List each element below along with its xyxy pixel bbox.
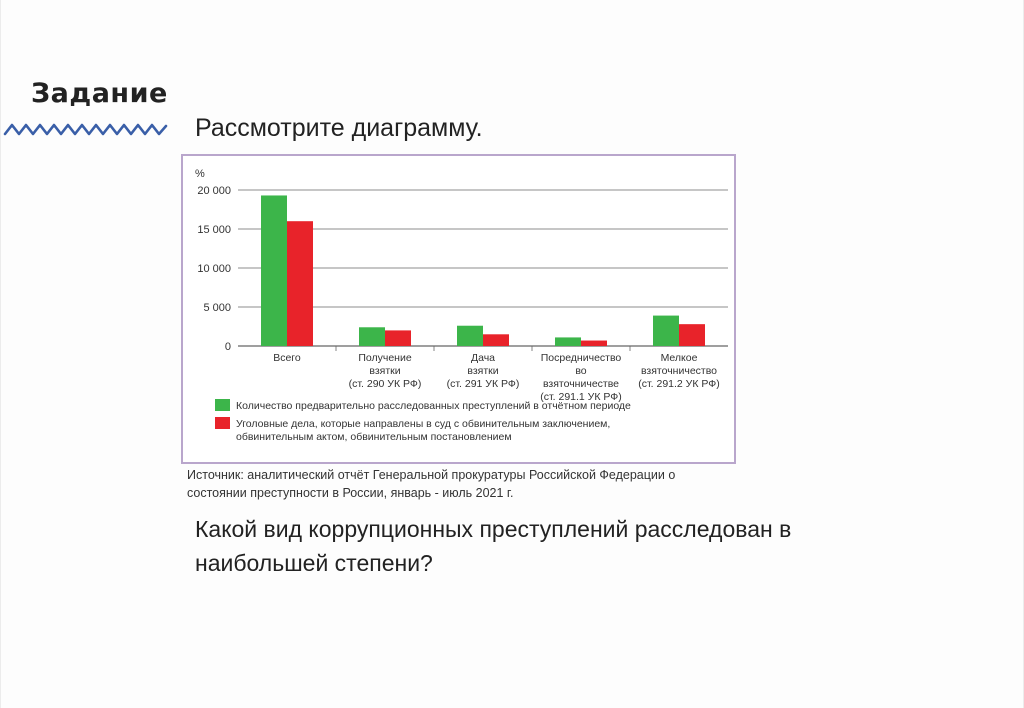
bar-1	[555, 337, 581, 346]
question-line-1: Какой вид коррупционных преступлений расследован в	[195, 516, 792, 542]
legend-label-1: Количество предварительно расследованных преступлений в отчётном периоде	[236, 400, 631, 412]
bar-2	[385, 330, 411, 346]
y-tick-label: 10 000	[197, 263, 231, 275]
y-tick-label: 5 000	[203, 302, 231, 314]
bar-2	[581, 341, 607, 346]
bar-1	[359, 327, 385, 346]
x-tick-label: Всего	[273, 352, 301, 364]
legend-swatch-2	[215, 417, 230, 429]
task-title: Задание	[31, 78, 168, 109]
prompt-text: Рассмотрите диаграмму.	[195, 114, 483, 142]
bar-2	[483, 334, 509, 346]
question-line-2: наибольшей степени?	[195, 550, 433, 576]
x-tick-label: Получение взятки (ст. 290 УК РФ)	[348, 352, 422, 390]
bar-1	[653, 316, 679, 346]
y-tick-label: 0	[224, 341, 231, 353]
bar-2	[287, 221, 313, 346]
wave-decoration	[1, 120, 176, 140]
chart-frame	[181, 154, 736, 464]
x-tick-label: Мелкое взяточничество (ст. 291.2 УК РФ)	[638, 352, 720, 390]
source-line-2: состоянии преступности в России, январь - июль 2021 г.	[187, 486, 514, 500]
y-axis-unit-label: %	[195, 168, 205, 180]
legend-label-2: Уголовные дела, которые направлены в суд с обвинительным заключением, обвинительным актом, обвинительным постановлением	[236, 418, 611, 443]
question-text	[195, 512, 895, 580]
x-tick-label: Посредничество во взяточничестве (ст. 291.1 УК РФ)	[540, 352, 622, 403]
bar-2	[679, 324, 705, 346]
bar-1	[261, 195, 287, 346]
bar-1	[457, 326, 483, 346]
bar-chart	[183, 156, 734, 462]
source-line-1: Источник: аналитический отчёт Генеральной прокуратуры Российской Федерации о	[187, 468, 676, 482]
x-tick-label: Дача взятки (ст. 291 УК РФ)	[446, 352, 520, 390]
y-tick-label: 20 000	[197, 185, 231, 197]
source-caption	[187, 466, 747, 502]
y-tick-label: 15 000	[197, 224, 231, 236]
legend-swatch-1	[215, 399, 230, 411]
